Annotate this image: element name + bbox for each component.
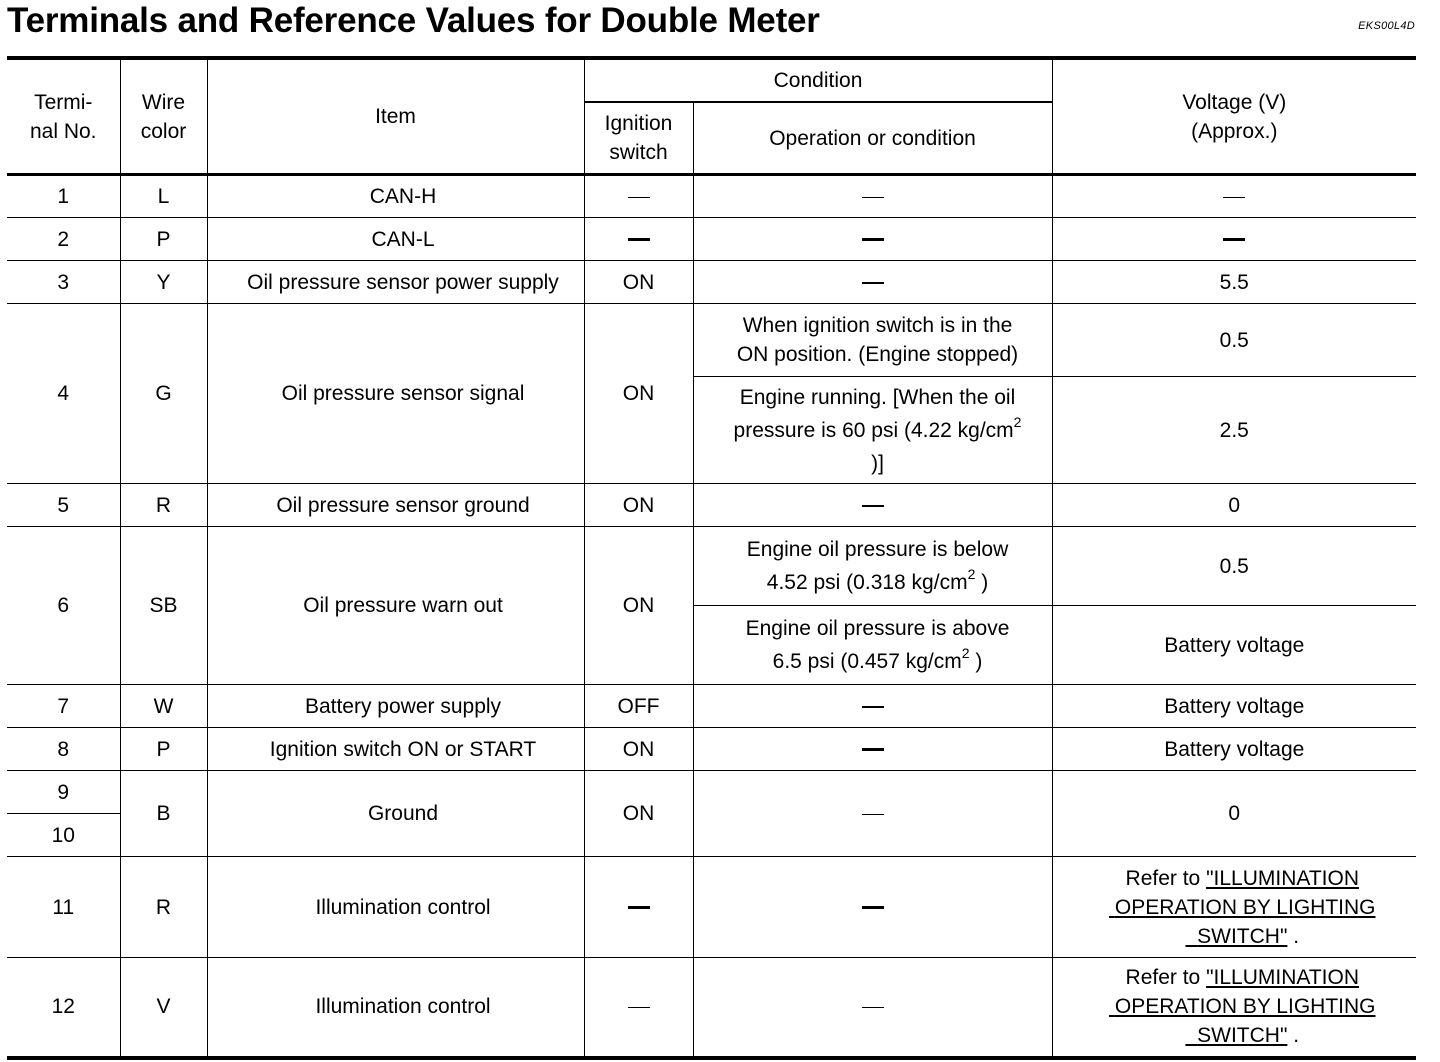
item-cell: Ground: [207, 771, 584, 857]
wire-color-cell: L: [120, 175, 207, 218]
item-cell: Ignition switch ON or START: [207, 728, 584, 771]
dash-mark: [628, 1007, 650, 1009]
voltage-cell: 2.5: [1052, 377, 1416, 484]
operation-cell: [693, 261, 1052, 304]
voltage-cell: Battery voltage: [1052, 606, 1416, 685]
wire-color-cell: R: [120, 857, 207, 958]
voltage-cell: Refer to "ILLUMINATION OPERATION BY LIGHTING SWITCH" .: [1052, 958, 1416, 1058]
voltage-cell: Refer to "ILLUMINATION OPERATION BY LIGHTING SWITCH" .: [1052, 857, 1416, 958]
wire-color-cell: P: [120, 728, 207, 771]
dash-mark: [862, 1007, 884, 1009]
terminal-cell: 12: [7, 958, 120, 1058]
dash-mark: [862, 238, 884, 241]
voltage-cell: 5.5: [1052, 261, 1416, 304]
document-code: EKS00L4D: [1358, 20, 1415, 32]
item-cell: Oil pressure warn out: [207, 527, 584, 685]
operation-cell: [693, 857, 1052, 958]
table-row: [7, 484, 1416, 527]
dash-mark: [862, 505, 884, 507]
item-cell: CAN-L: [207, 218, 584, 261]
operation-cell: [693, 771, 1052, 857]
item-cell: Oil pressure sensor power supply: [207, 261, 584, 304]
terminal-cell: 10: [7, 814, 120, 857]
dash-mark: [1223, 197, 1245, 199]
operation-cell: [693, 484, 1052, 527]
terminal-cell: 1: [7, 175, 120, 218]
header-wire-color: Wire color: [120, 58, 207, 175]
operation-cell: [693, 958, 1052, 1058]
header-voltage: Voltage (V) (Approx.): [1052, 58, 1416, 175]
header-ignition-switch: Ignition switch: [584, 102, 693, 175]
operation-cell: Engine oil pressure is above 6.5 psi (0.457 $kg/cm^2$ ): [693, 606, 1052, 685]
ignition-cell: ON: [584, 728, 693, 771]
dash-mark: [1223, 238, 1245, 241]
ignition-cell: OFF: [584, 685, 693, 728]
ignition-cell: ON: [584, 771, 693, 857]
terminal-cell: 6: [7, 527, 120, 685]
wire-color-cell: P: [120, 218, 207, 261]
operation-cell: [693, 728, 1052, 771]
terminal-cell: 3: [7, 261, 120, 304]
table-row: [7, 218, 1416, 261]
item-cell: Oil pressure sensor signal: [207, 304, 584, 484]
ignition-cell: ON: [584, 261, 693, 304]
terminal-cell: 5: [7, 484, 120, 527]
ignition-cell: ON: [584, 304, 693, 484]
wire-color-cell: W: [120, 685, 207, 728]
dash-mark: [862, 814, 884, 816]
dash-mark: [862, 748, 884, 751]
dash-mark: [862, 906, 884, 909]
dash-mark: [862, 706, 884, 708]
item-cell: CAN-H: [207, 175, 584, 218]
wire-color-cell: G: [120, 304, 207, 484]
voltage-cell: 0.5: [1052, 527, 1416, 606]
table-row: [7, 261, 1416, 304]
table-row: [7, 857, 1416, 958]
operation-cell: Engine running. [When the oil pressure is 60 psi (4.22 $kg/cm^2$ )]: [693, 377, 1052, 484]
voltage-cell: 0.5: [1052, 304, 1416, 377]
table-row: [7, 728, 1416, 771]
item-cell: Oil pressure sensor ground: [207, 484, 584, 527]
voltage-cell: 0: [1052, 484, 1416, 527]
wire-color-cell: V: [120, 958, 207, 1058]
ignition-cell: ON: [584, 527, 693, 685]
page-title: Terminals and Reference Values for Double Meter: [7, 1, 820, 40]
dash-mark: [628, 906, 650, 909]
dash-mark: [862, 282, 884, 284]
ignition-cell: ON: [584, 484, 693, 527]
ignition-cell: [584, 175, 693, 218]
illumination-reference-link[interactable]: "ILLUMINATION OPERATION BY LIGHTING SWITCH": [1114, 866, 1376, 948]
voltage-cell: Battery voltage: [1052, 685, 1416, 728]
item-cell: Illumination control: [207, 857, 584, 958]
operation-cell: [693, 685, 1052, 728]
operation-cell: [693, 175, 1052, 218]
operation-cell: Engine oil pressure is below 4.52 psi (0.318 $kg/cm^2$ ): [693, 527, 1052, 606]
dash-mark: [862, 197, 884, 199]
operation-cell: [693, 218, 1052, 261]
item-cell: Illumination control: [207, 958, 584, 1058]
ignition-cell: [584, 218, 693, 261]
header-operation-condition: Operation or condition: [693, 102, 1052, 175]
table-row: [7, 304, 1416, 377]
illumination-reference-link[interactable]: "ILLUMINATION OPERATION BY LIGHTING SWITCH": [1114, 966, 1376, 1048]
table-row: [7, 527, 1416, 606]
dash-mark: [628, 197, 650, 199]
voltage-cell: [1052, 218, 1416, 261]
terminal-cell: 9: [7, 771, 120, 814]
item-cell: Battery power supply: [207, 685, 584, 728]
terminals-reference-table: [7, 56, 1416, 1060]
terminal-cell: 4: [7, 304, 120, 484]
header-condition: Condition: [584, 58, 1052, 102]
wire-color-cell: SB: [120, 527, 207, 685]
table-row: [7, 685, 1416, 728]
terminal-cell: 8: [7, 728, 120, 771]
wire-color-cell: R: [120, 484, 207, 527]
table-row: [7, 958, 1416, 1058]
wire-color-cell: B: [120, 771, 207, 857]
header-terminal-no: Termi- nal No.: [7, 58, 120, 175]
voltage-cell: Battery voltage: [1052, 728, 1416, 771]
voltage-cell: [1052, 175, 1416, 218]
header-item: Item: [207, 58, 584, 175]
wire-color-cell: Y: [120, 261, 207, 304]
dash-mark: [628, 238, 650, 241]
table-row: [7, 771, 1416, 814]
terminal-cell: 2: [7, 218, 120, 261]
ignition-cell: [584, 958, 693, 1058]
voltage-cell: 0: [1052, 771, 1416, 857]
table-row: [7, 175, 1416, 218]
terminal-cell: 11: [7, 857, 120, 958]
ignition-cell: [584, 857, 693, 958]
terminal-cell: 7: [7, 685, 120, 728]
operation-cell: When ignition switch is in the ON position. (Engine stopped): [693, 304, 1052, 377]
